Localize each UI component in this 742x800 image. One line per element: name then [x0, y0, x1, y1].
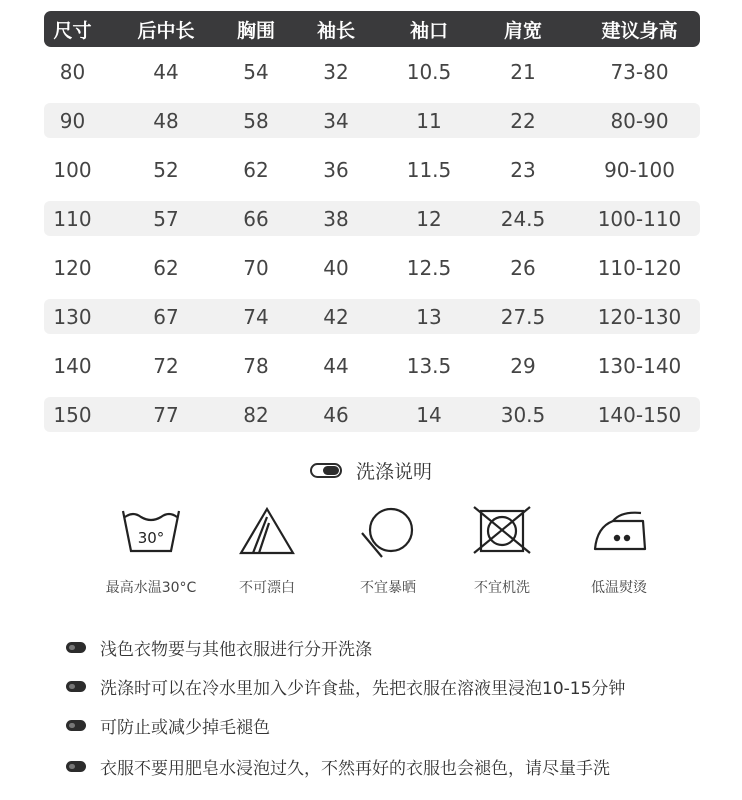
table-cell: 110-120 — [597, 255, 682, 280]
table-cell: 11 — [416, 108, 442, 133]
table-cell: 36 — [323, 157, 349, 182]
header-cell: 袖长 — [316, 19, 355, 42]
table-body — [44, 54, 700, 432]
table-cell: 27.5 — [500, 304, 546, 329]
care-item-sun — [328, 505, 448, 597]
header-cell: 胸围 — [236, 19, 275, 42]
note-item — [66, 628, 706, 667]
table-cell: 11.5 — [406, 157, 452, 182]
table-cell: 58 — [243, 108, 269, 133]
table-cell: 80 — [59, 59, 86, 84]
table-cell: 30.5 — [500, 402, 546, 427]
table-cell: 42 — [323, 304, 349, 329]
table-cell: 38 — [323, 206, 349, 231]
header-cell: 建议身高 — [601, 19, 678, 42]
table-cell: 62 — [243, 157, 269, 182]
header-cell: 肩宽 — [503, 19, 542, 42]
table-row — [44, 201, 700, 236]
care-item-iron — [559, 505, 679, 597]
table-cell: 44 — [323, 353, 349, 378]
bullet-icon — [66, 761, 86, 772]
note-text: 浅色衣物要与其他衣服进行分开洗涤 — [100, 640, 372, 660]
table-cell: 62 — [153, 255, 179, 280]
table-row — [44, 397, 700, 432]
care-label: 不宜暴晒 — [360, 580, 416, 596]
table-cell: 100-110 — [597, 206, 682, 231]
table-cell: 26 — [510, 255, 536, 280]
table-cell: 77 — [153, 402, 179, 427]
table-cell: 13 — [416, 304, 442, 329]
table-header — [44, 11, 700, 47]
table-cell: 66 — [243, 206, 269, 231]
sun-dry-icon — [358, 505, 418, 561]
care-item-bleach — [207, 505, 327, 597]
table-cell: 22 — [510, 108, 536, 133]
header-cell: 袖口 — [409, 19, 448, 42]
table-cell: 34 — [323, 108, 349, 133]
wash-title-text: 洗涤说明 — [355, 461, 432, 483]
note-item — [66, 747, 706, 786]
table-cell: 54 — [243, 59, 269, 84]
note-text: 可防止或减少掉毛褪色 — [100, 718, 270, 738]
table-cell: 32 — [323, 59, 349, 84]
bullet-icon — [66, 720, 86, 731]
table-cell: 12 — [416, 206, 442, 231]
note-item — [66, 667, 706, 706]
table-cell: 72 — [153, 353, 179, 378]
table-row — [44, 250, 700, 285]
care-label: 最高水温30°C — [105, 580, 197, 596]
care-item-wash — [91, 505, 211, 597]
table-cell: 40 — [323, 255, 349, 280]
table-cell: 100 — [53, 157, 92, 182]
table-cell: 90-100 — [604, 157, 675, 182]
wash-notes — [66, 628, 706, 786]
table-cell: 13.5 — [406, 353, 452, 378]
table-cell: 130-140 — [597, 353, 682, 378]
table-cell: 44 — [153, 59, 179, 84]
table-cell: 12.5 — [406, 255, 452, 280]
table-cell: 150 — [53, 402, 92, 427]
table-cell: 120 — [53, 255, 92, 280]
table-cell: 120-130 — [597, 304, 682, 329]
table-cell: 110 — [53, 206, 92, 231]
bleach-triangle-icon — [237, 505, 297, 555]
table-cell: 78 — [243, 353, 269, 378]
table-cell: 140 — [53, 353, 92, 378]
care-item-machine — [442, 505, 562, 597]
header-cell: 后中长 — [137, 19, 195, 42]
table-cell: 90 — [59, 108, 86, 133]
note-text: 衣服不要用肥皂水浸泡过久，不然再好的衣服也会褪色，请尽量手洗 — [100, 759, 610, 779]
wash-30-icon — [119, 505, 183, 555]
table-cell: 24.5 — [500, 206, 546, 231]
note-item — [66, 706, 706, 745]
table-cell: 82 — [243, 402, 269, 427]
table-row — [44, 152, 700, 187]
table-cell: 46 — [323, 402, 349, 427]
table-row — [44, 348, 700, 383]
care-label: 不宜机洗 — [474, 580, 530, 596]
table-cell: 67 — [153, 304, 179, 329]
wash-temp-badge: 30° — [137, 529, 165, 547]
toggle-pill-icon — [310, 463, 342, 478]
care-label: 低温熨烫 — [591, 580, 647, 596]
care-label: 不可漂白 — [239, 580, 295, 596]
care-icons-row — [0, 505, 742, 615]
table-cell: 130 — [53, 304, 92, 329]
table-cell: 23 — [510, 157, 536, 182]
table-row — [44, 54, 700, 89]
table-cell: 52 — [153, 157, 179, 182]
table-cell: 14 — [416, 402, 442, 427]
table-cell: 70 — [243, 255, 269, 280]
table-row — [44, 103, 700, 138]
bullet-icon — [66, 681, 86, 692]
table-cell: 21 — [510, 59, 536, 84]
table-cell: 73-80 — [610, 59, 669, 84]
table-cell: 74 — [243, 304, 269, 329]
table-cell: 140-150 — [597, 402, 682, 427]
table-cell: 29 — [510, 353, 536, 378]
no-machine-wash-icon — [472, 505, 532, 555]
table-cell: 57 — [153, 206, 179, 231]
size-table — [44, 11, 700, 432]
table-row — [44, 299, 700, 334]
wash-section-title — [0, 457, 742, 484]
table-cell: 10.5 — [406, 59, 452, 84]
note-text: 洗涤时可以在冷水里加入少许食盐，先把衣服在溶液里浸泡10-15分钟 — [100, 679, 626, 699]
iron-low-icon — [587, 505, 651, 555]
header-cell: 尺寸 — [53, 19, 92, 42]
bullet-icon — [66, 642, 86, 653]
table-cell: 80-90 — [610, 108, 669, 133]
table-cell: 48 — [153, 108, 179, 133]
